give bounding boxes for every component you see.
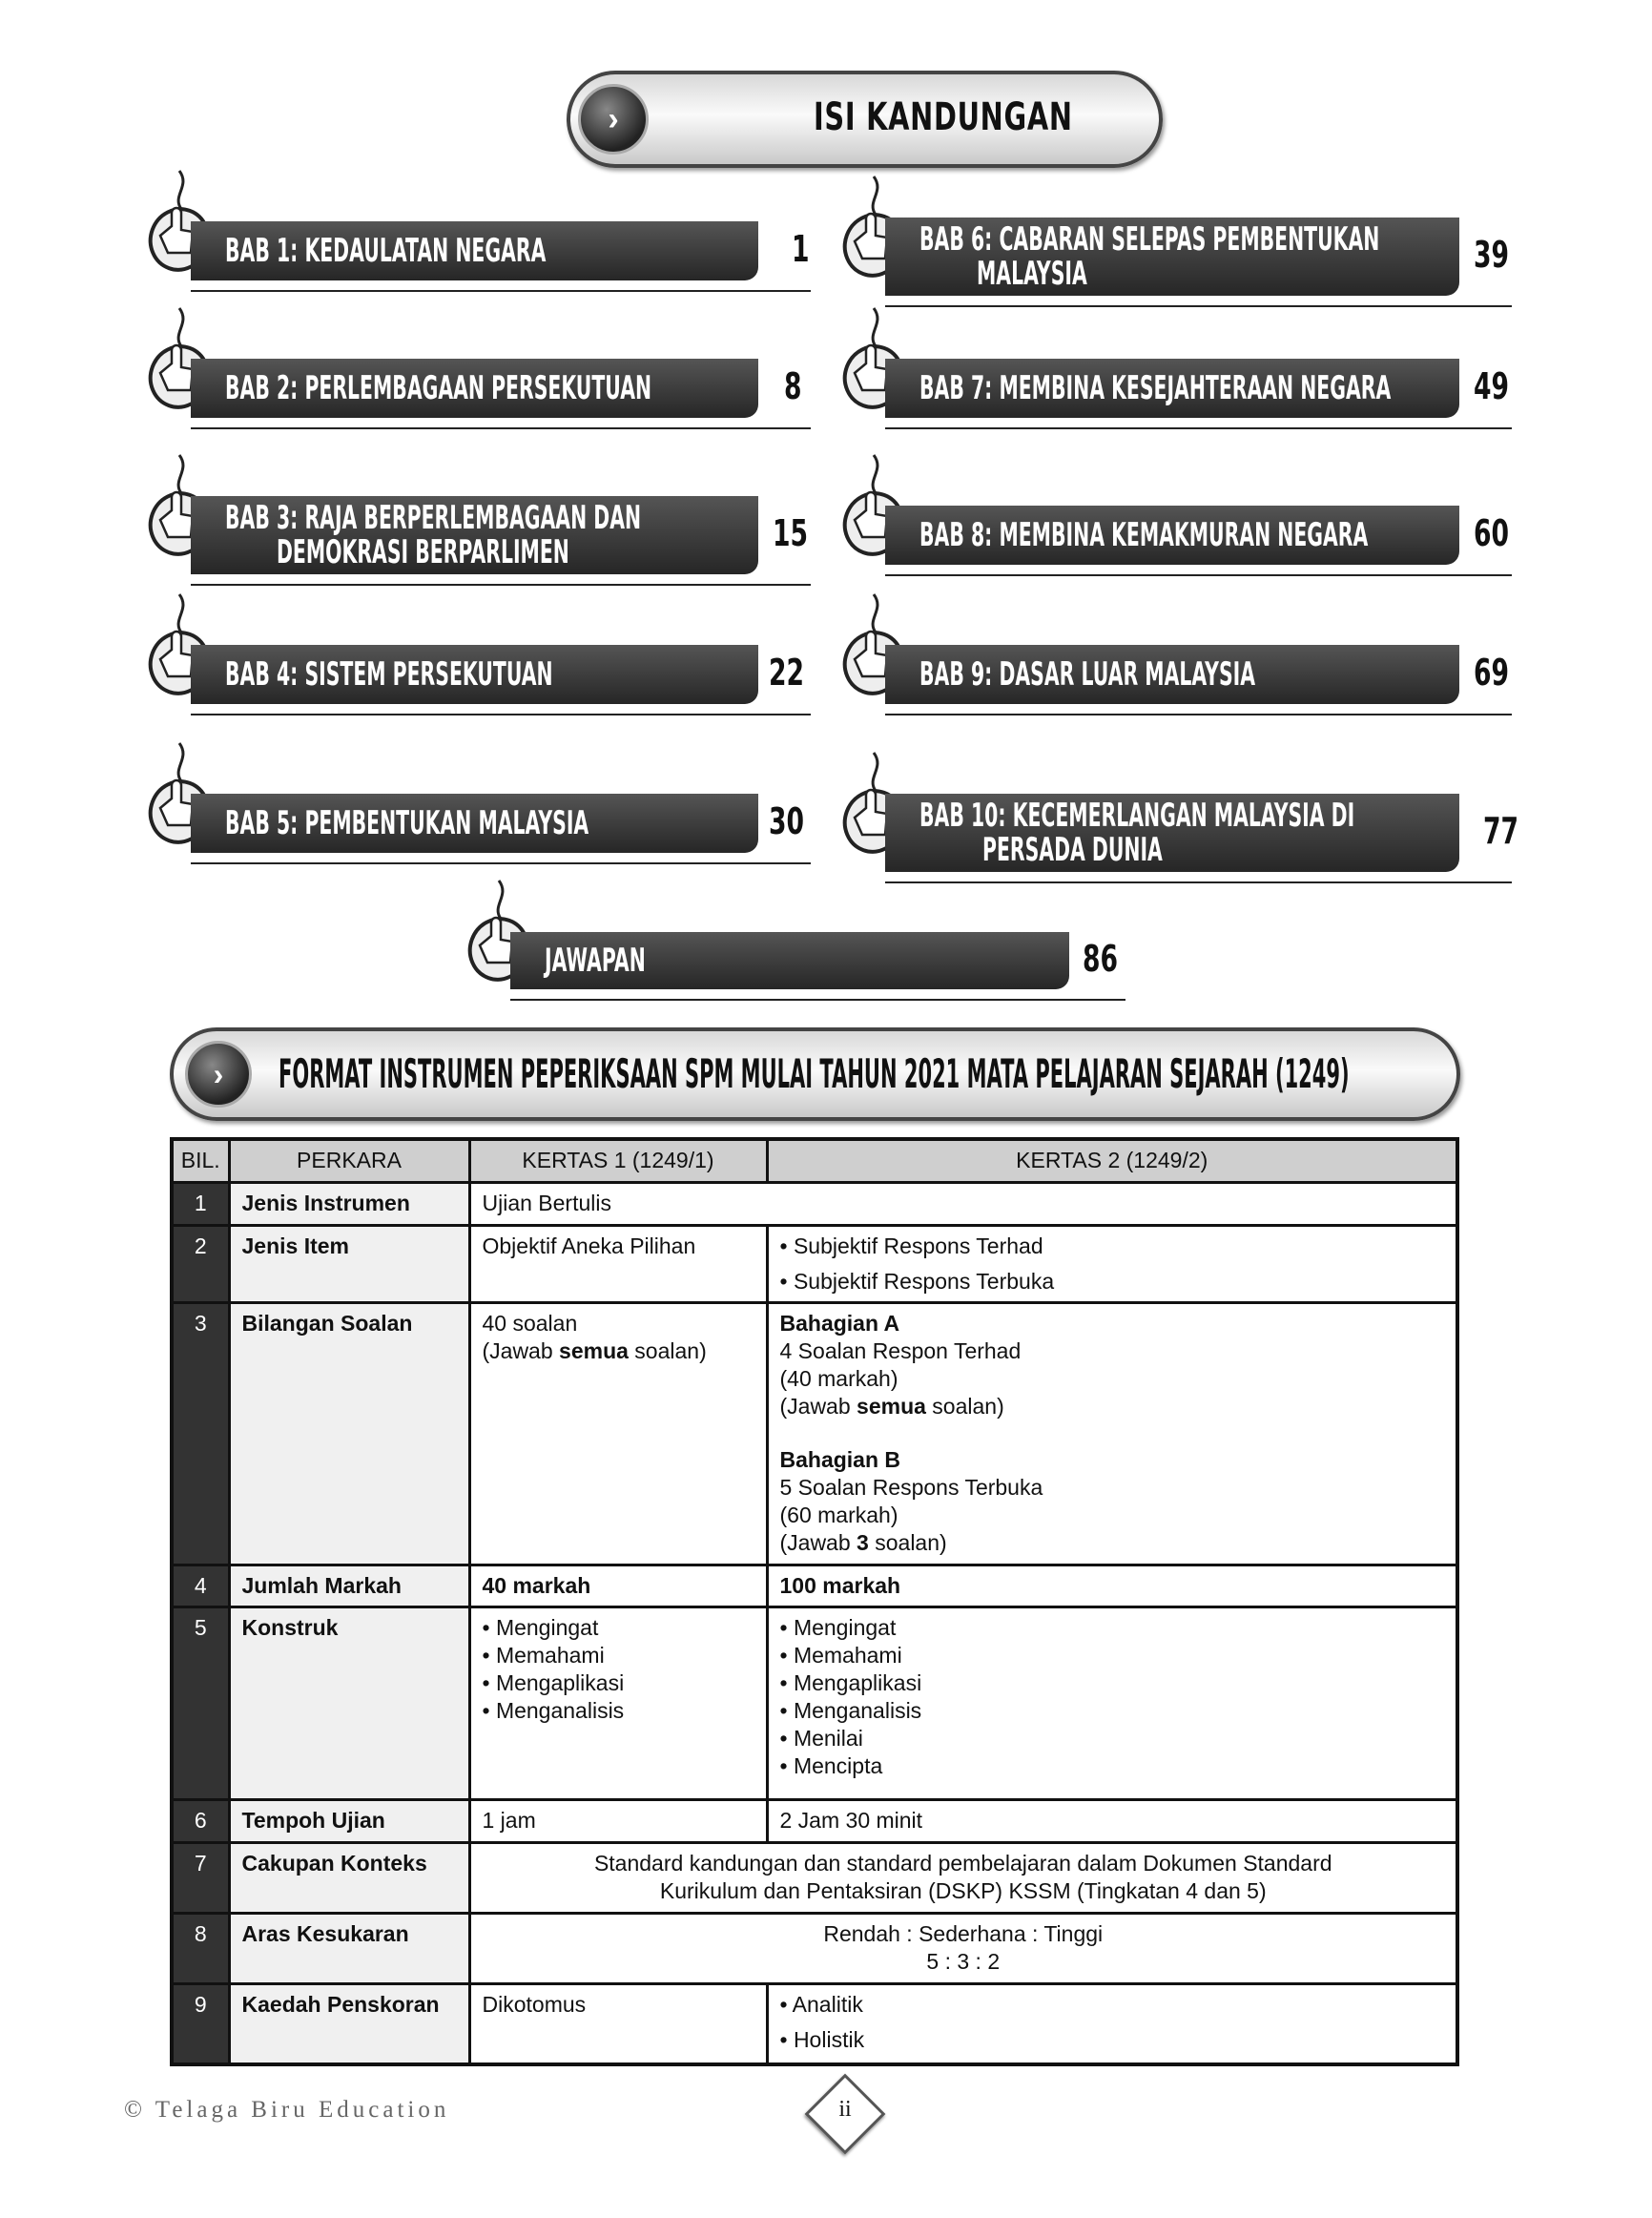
toc-underline bbox=[510, 999, 1125, 1001]
line bbox=[780, 1393, 1445, 1420]
toc-entry-label: BAB 10: KECEMERLANGAN MALAYSIA DI bbox=[919, 797, 1355, 835]
line: Rendah : Sederhana : Tinggi bbox=[823, 1920, 1104, 1946]
format-table bbox=[170, 1137, 1459, 2066]
row-perkara: Bilangan Soalan bbox=[229, 1302, 469, 1565]
table-row bbox=[172, 1225, 1457, 1302]
table-row bbox=[172, 1182, 1457, 1225]
toc-entry-label: BAB 4: SISTEM PERSEKUTUAN bbox=[225, 655, 553, 694]
row-number: 3 bbox=[172, 1302, 229, 1565]
toc-page-number: 30 bbox=[769, 800, 805, 842]
kertas1-value: 1 jam bbox=[469, 1799, 767, 1842]
table-row bbox=[172, 1913, 1457, 1983]
toc-entry-label: MALAYSIA bbox=[977, 255, 1087, 293]
toc-entry-label: BAB 9: DASAR LUAR MALAYSIA bbox=[919, 655, 1256, 694]
toc-entry-2[interactable] bbox=[191, 359, 758, 418]
text: (Jawab bbox=[482, 1337, 560, 1363]
table-row bbox=[172, 1565, 1457, 1606]
bullet: • Mengaplikasi bbox=[482, 1669, 625, 1695]
line bbox=[780, 1529, 1445, 1557]
line bbox=[483, 1337, 754, 1365]
toc-entry-1[interactable] bbox=[191, 221, 758, 280]
toc-underline bbox=[191, 290, 811, 292]
text: (Jawab bbox=[779, 1529, 857, 1555]
kertas1-value bbox=[469, 1606, 767, 1799]
header-perkara: PERKARA bbox=[229, 1139, 469, 1182]
row-number: 8 bbox=[172, 1913, 229, 1983]
toc-page-number: 86 bbox=[1083, 938, 1119, 980]
bullet: • Mencipta bbox=[779, 1752, 883, 1778]
row-number: 1 bbox=[172, 1182, 229, 1225]
toc-underline bbox=[191, 584, 811, 586]
header-kertas1: KERTAS 1 (1249/1) bbox=[469, 1139, 767, 1182]
toc-underline bbox=[191, 862, 811, 864]
row-perkara: Jumlah Markah bbox=[229, 1565, 469, 1606]
line: (60 markah) bbox=[779, 1502, 898, 1527]
row-perkara: Aras Kesukaran bbox=[229, 1913, 469, 1983]
text: soalan) bbox=[925, 1393, 1004, 1419]
row-value bbox=[469, 1842, 1457, 1913]
toc-entry-label: DEMOKRASI BERPARLIMEN bbox=[277, 533, 569, 571]
table-row bbox=[172, 1842, 1457, 1913]
line: (40 markah) bbox=[779, 1365, 898, 1391]
line: Standard kandungan dan standard pembelajaran dalam Dokumen Standard bbox=[593, 1850, 1332, 1876]
text-bold: 3 bbox=[857, 1529, 869, 1555]
bullet: • Holistik bbox=[779, 2026, 865, 2052]
bullet: • Menganalisis bbox=[482, 1697, 625, 1723]
toc-underline bbox=[191, 427, 811, 429]
table-row bbox=[172, 1983, 1457, 2064]
table-row bbox=[172, 1302, 1457, 1565]
toc-entry-label: JAWAPAN bbox=[545, 942, 646, 980]
toc-page-number: 8 bbox=[784, 365, 802, 407]
toc-underline bbox=[885, 427, 1512, 429]
line: Kurikulum dan Pentaksiran (DSKP) KSSM (Tingkatan 4 dan 5) bbox=[659, 1877, 1267, 1903]
bullet: • Subjektif Respons Terhad bbox=[779, 1233, 1043, 1258]
toc-entry-label: BAB 1: KEDAULATAN NEGARA bbox=[225, 232, 547, 270]
row-number: 2 bbox=[172, 1225, 229, 1302]
toc-entry-4[interactable] bbox=[191, 645, 758, 704]
toc-underline bbox=[885, 714, 1512, 715]
page-number: ii bbox=[838, 2097, 852, 2122]
toc-entry-7[interactable] bbox=[885, 359, 1459, 418]
row-perkara: Konstruk bbox=[229, 1606, 469, 1799]
row-number: 7 bbox=[172, 1842, 229, 1913]
table-header bbox=[172, 1139, 1457, 1182]
row-value bbox=[469, 1913, 1457, 1983]
line: 5 : 3 : 2 bbox=[926, 1948, 1001, 1974]
toc-underline bbox=[885, 881, 1512, 883]
toc-underline bbox=[885, 305, 1512, 307]
line: 40 soalan bbox=[482, 1310, 578, 1336]
kertas2-value bbox=[767, 1302, 1457, 1565]
kertas1-value bbox=[469, 1302, 767, 1565]
header-bil: BIL. bbox=[172, 1139, 229, 1182]
bullet: • Mengaplikasi bbox=[779, 1669, 922, 1695]
text: (Jawab bbox=[779, 1393, 857, 1419]
toc-entry-8[interactable] bbox=[885, 506, 1459, 565]
row-number: 6 bbox=[172, 1799, 229, 1842]
row-perkara: Jenis Instrumen bbox=[229, 1182, 469, 1225]
bullet: • Menilai bbox=[779, 1725, 863, 1751]
copyright: © Telaga Biru Education bbox=[124, 2097, 450, 2123]
toc-page-number: 49 bbox=[1474, 365, 1510, 407]
toc-page-number: 15 bbox=[773, 512, 809, 554]
table-row bbox=[172, 1606, 1457, 1799]
text-bold: semua bbox=[559, 1337, 629, 1363]
row-number: 4 bbox=[172, 1565, 229, 1606]
toc-page-number: 1 bbox=[792, 228, 810, 270]
row-perkara: Cakupan Konteks bbox=[229, 1842, 469, 1913]
kertas2-value bbox=[767, 1606, 1457, 1799]
toc-title-banner bbox=[567, 71, 1163, 168]
toc-title: ISI KANDUNGAN bbox=[814, 95, 1073, 139]
format-title: FORMAT INSTRUMEN PEPERIKSAAN SPM MULAI TAHUN 2021 MATA PELAJARAN SEJARAH (1249) bbox=[279, 1050, 1350, 1097]
toc-entry-label: BAB 8: MEMBINA KEMAKMURAN NEGARA bbox=[919, 516, 1369, 554]
toc-underline bbox=[885, 574, 1512, 576]
kertas1-value: Dikotomus bbox=[469, 1983, 767, 2064]
toc-entry-5[interactable] bbox=[191, 794, 758, 853]
toc-entry-label: BAB 5: PEMBENTUKAN MALAYSIA bbox=[225, 804, 589, 842]
chevron-right-icon: › bbox=[185, 1041, 252, 1108]
text-bold: semua bbox=[857, 1393, 926, 1419]
section-title: Bahagian A bbox=[779, 1310, 900, 1336]
table-row bbox=[172, 1799, 1457, 1842]
bullet: • Mengingat bbox=[482, 1614, 599, 1640]
row-number: 5 bbox=[172, 1606, 229, 1799]
bullet: • Analitik bbox=[779, 1991, 863, 2017]
header-kertas2: KERTAS 2 (1249/2) bbox=[767, 1139, 1457, 1182]
bullet: • Subjektif Respons Terbuka bbox=[779, 1268, 1055, 1294]
toc-underline bbox=[191, 714, 811, 715]
kertas2-value bbox=[767, 1225, 1457, 1302]
toc-entry-label: BAB 7: MEMBINA KESEJAHTERAAN NEGARA bbox=[919, 369, 1392, 407]
section-title: Bahagian B bbox=[779, 1446, 901, 1472]
toc-entry-6[interactable] bbox=[885, 218, 1459, 296]
kertas2-value: 2 Jam 30 minit bbox=[767, 1799, 1457, 1842]
bullet: • Memahami bbox=[779, 1642, 902, 1668]
row-perkara: Jenis Item bbox=[229, 1225, 469, 1302]
text: soalan) bbox=[628, 1337, 707, 1363]
toc-entry-3[interactable] bbox=[191, 496, 758, 574]
toc-page-number: 39 bbox=[1474, 234, 1510, 276]
text: soalan) bbox=[868, 1529, 947, 1555]
row-perkara: Kaedah Penskoran bbox=[229, 1983, 469, 2064]
line: 5 Soalan Respons Terbuka bbox=[779, 1474, 1043, 1500]
toc-entry-9[interactable] bbox=[885, 645, 1459, 704]
bullet: • Mengingat bbox=[779, 1614, 897, 1640]
row-value: Ujian Bertulis bbox=[469, 1182, 1457, 1225]
toc-page-number: 22 bbox=[769, 652, 805, 694]
row-perkara: Tempoh Ujian bbox=[229, 1799, 469, 1842]
row-number: 9 bbox=[172, 1983, 229, 2064]
toc-page-number: 77 bbox=[1483, 810, 1519, 852]
chevron-right-icon: › bbox=[578, 84, 649, 155]
toc-entry-label: BAB 3: RAJA BERPERLEMBAGAAN DAN bbox=[225, 499, 642, 537]
kertas2-value bbox=[767, 1983, 1457, 2064]
toc-page-number: 60 bbox=[1474, 512, 1510, 554]
toc-entry-label: BAB 2: PERLEMBAGAAN PERSEKUTUAN bbox=[225, 369, 652, 407]
toc-entry-10[interactable] bbox=[885, 794, 1459, 872]
format-title-banner bbox=[170, 1027, 1460, 1121]
toc-entry-11[interactable] bbox=[510, 932, 1069, 989]
kertas1-value: Objektif Aneka Pilihan bbox=[469, 1225, 767, 1302]
bullet: • Memahami bbox=[482, 1642, 605, 1668]
bullet: • Menganalisis bbox=[779, 1697, 922, 1723]
line: 4 Soalan Respon Terhad bbox=[779, 1337, 1022, 1363]
toc-page-number: 69 bbox=[1474, 652, 1510, 694]
kertas1-value: 40 markah bbox=[469, 1565, 767, 1606]
kertas2-value: 100 markah bbox=[767, 1565, 1457, 1606]
toc-entry-label: PERSADA DUNIA bbox=[982, 831, 1163, 869]
toc-entry-label: BAB 6: CABARAN SELEPAS PEMBENTUKAN bbox=[919, 220, 1380, 259]
